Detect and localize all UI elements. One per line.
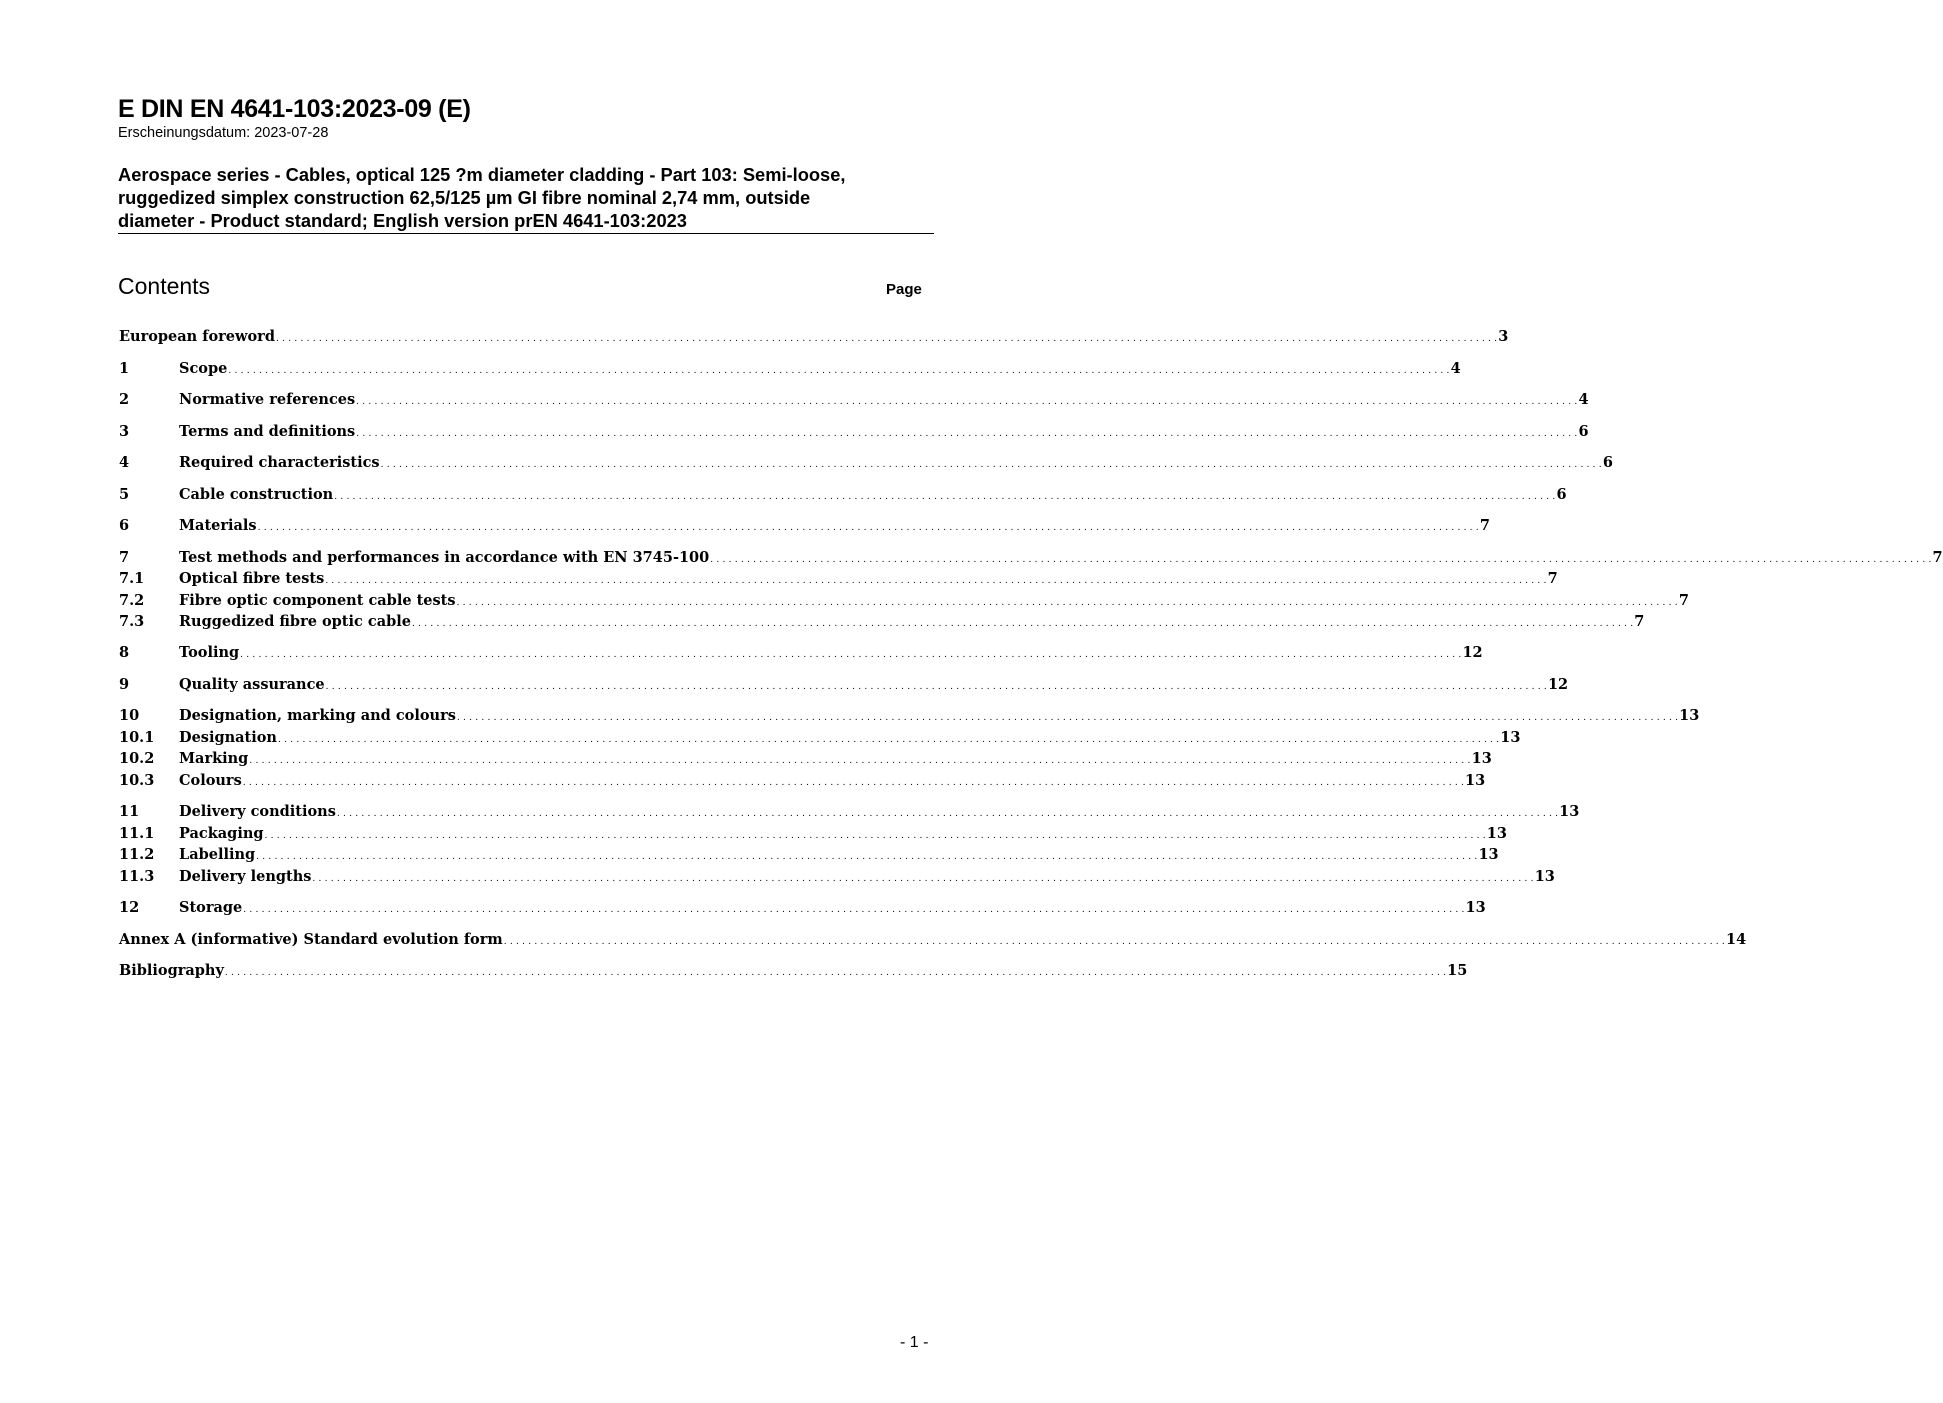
toc-entry[interactable] xyxy=(119,485,1567,505)
toc-entry-number: 7 xyxy=(119,549,130,566)
toc-entry-page: 13 xyxy=(1465,899,1486,916)
toc-entry-number: 6 xyxy=(119,517,130,534)
toc-entry-title: Colours xyxy=(179,772,242,789)
page-column-heading: Page xyxy=(886,281,922,298)
toc-entry-page: 13 xyxy=(1559,803,1580,820)
toc-entry[interactable] xyxy=(119,824,1507,844)
toc-dot-leader: . . . . . . . . . . . . . . . . . . . . . . . . . . . . . . . . . . . . . . . . . . . . . . . . . . . . . . . . . . . . . . . . . . . . . . . . . . . . . . . . . . . . . . . . . . . . . . . . . . . . . . . . . . . . . . . . . . . . . . . . . . . . . . . . . . . . . . . . . . . . . . . . . . . . . . . . . . . . . . . . . . . . . . . . . . . . . . . . . . . . . . . . . . . . . . . . . . . . . . . . xyxy=(503,937,1725,947)
toc-dot-leader: . . . . . . . . . . . . . . . . . . . . . . . . . . . . . . . . . . . . . . . . . . . . . . . . . . . . . . . . . . . . . . . . . . . . . . . . . . . . . . . . . . . . . . . . . . . . . . . . . . . . . . . . . . . . . . . . . . . . . . . . . . . . . . . . . . . . . . . . . . . . . . . . . . . . . . . . . . . . . . . . . . . . . . . . . . . . . . . . . . . . . . . . . . . . . . . . . . . . . . . . xyxy=(380,460,1602,470)
toc-dot-leader: . . . . . . . . . . . . . . . . . . . . . . . . . . . . . . . . . . . . . . . . . . . . . . . . . . . . . . . . . . . . . . . . . . . . . . . . . . . . . . . . . . . . . . . . . . . . . . . . . . . . . . . . . . . . . . . . . . . . . . . . . . . . . . . . . . . . . . . . . . . . . . . . . . . . . . . . . . . . . . . . . . . . . . . . . . . . . . . . . . . . . . . . . . . . . . . . . . . . . . . . xyxy=(312,874,1534,884)
toc-entry-title: Delivery conditions xyxy=(179,803,336,820)
toc-dot-leader: . . . . . . . . . . . . . . . . . . . . . . . . . . . . . . . . . . . . . . . . . . . . . . . . . . . . . . . . . . . . . . . . . . . . . . . . . . . . . . . . . . . . . . . . . . . . . . . . . . . . . . . . . . . . . . . . . . . . . . . . . . . . . . . . . . . . . . . . . . . . . . . . . . . . . . . . . . . . . . . . . . . . . . . . . . . . . . . . . . . . . . . . . . . . . . . . . . . . . . . . xyxy=(456,598,1678,608)
toc-entry-title: Ruggedized fibre optic cable xyxy=(179,613,411,630)
toc-dot-leader: . . . . . . . . . . . . . . . . . . . . . . . . . . . . . . . . . . . . . . . . . . . . . . . . . . . . . . . . . . . . . . . . . . . . . . . . . . . . . . . . . . . . . . . . . . . . . . . . . . . . . . . . . . . . . . . . . . . . . . . . . . . . . . . . . . . . . . . . . . . . . . . . . . . . . . . . . . . . . . . . . . . . . . . . . . . . . . . . . . . . . . . . . . . . . . . . . . . . . . . . xyxy=(334,492,1556,502)
toc-entry-number: 10.1 xyxy=(119,729,155,746)
toc-entry-title: Required characteristics xyxy=(179,454,380,471)
toc-entry[interactable] xyxy=(119,898,1486,918)
toc-entry-number: 2 xyxy=(119,391,130,408)
toc-entry-page: 4 xyxy=(1578,391,1589,408)
toc-entry-page: 12 xyxy=(1462,644,1483,661)
title-line: ruggedized simplex construction 62,5/125 µm GI fibre nominal 2,74 mm, outside xyxy=(118,187,811,208)
toc-entry-page: 3 xyxy=(1498,328,1509,345)
toc-entry[interactable] xyxy=(119,422,1589,442)
toc-dot-leader: . . . . . . . . . . . . . . . . . . . . . . . . . . . . . . . . . . . . . . . . . . . . . . . . . . . . . . . . . . . . . . . . . . . . . . . . . . . . . . . . . . . . . . . . . . . . . . . . . . . . . . . . . . . . . . . . . . . . . . . . . . . . . . . . . . . . . . . . . . . . . . . . . . . . . . . . . . . . . . . . . . . . . . . . . . . . . . . . . . . . . . . . . . . . . . . . . . . . . . . . xyxy=(336,809,1559,819)
toc-entry[interactable] xyxy=(119,706,1700,726)
toc-entry-page: 13 xyxy=(1471,750,1492,767)
page-number: - 1 - xyxy=(900,1334,929,1351)
toc-dot-leader: . . . . . . . . . . . . . . . . . . . . . . . . . . . . . . . . . . . . . . . . . . . . . . . . . . . . . . . . . . . . . . . . . . . . . . . . . . . . . . . . . . . . . . . . . . . . . . . . . . . . . . . . . . . . . . . . . . . . . . . . . . . . . . . . . . . . . . . . . . . . . . . . . . . . . . . . . . . . . . . . . . . . . . . . . . . . . . . . . . . . . . . . . . . . . . . . . . . . . . . . xyxy=(256,852,1478,862)
toc-dot-leader: . . . . . . . . . . . . . . . . . . . . . . . . . . . . . . . . . . . . . . . . . . . . . . . . . . . . . . . . . . . . . . . . . . . . . . . . . . . . . . . . . . . . . . . . . . . . . . . . . . . . . . . . . . . . . . . . . . . . . . . . . . . . . . . . . . . . . . . . . . . . . . . . . . . . . . . . . . . . . . . . . . . . . . . . . . . . . . . . . . . . . . . . . . . . . . . . . . . . . . . . xyxy=(277,735,1500,745)
toc-entry[interactable] xyxy=(119,612,1645,632)
toc-entry-title: Designation, marking and colours xyxy=(179,707,456,724)
toc-dot-leader: . . . . . . . . . . . . . . . . . . . . . . . . . . . . . . . . . . . . . . . . . . . . . . . . . . . . . . . . . . . . . . . . . . . . . . . . . . . . . . . . . . . . . . . . . . . . . . . . . . . . . . . . . . . . . . . . . . . . . . . . . . . . . . . . . . . . . . . . . . . . . . . . . . . . . . . . . . . . . . . . . . . . . . . . . . . . . . . . . . . . . . . . . . . . . . . . . . . . . . . . xyxy=(411,619,1634,629)
toc-entry-number: 10.3 xyxy=(119,772,155,789)
toc-entry-title: Storage xyxy=(179,899,243,916)
toc-entry[interactable] xyxy=(119,359,1461,379)
toc-entry[interactable] xyxy=(119,930,1747,950)
toc-entry-number: 5 xyxy=(119,486,130,503)
toc-entry-number: 10.2 xyxy=(119,750,155,767)
toc-entry-page: 14 xyxy=(1726,931,1747,948)
toc-entry-title: Test methods and performances in accordance with EN 3745-100 xyxy=(179,549,710,566)
toc-dot-leader: . . . . . . . . . . . . . . . . . . . . . . . . . . . . . . . . . . . . . . . . . . . . . . . . . . . . . . . . . . . . . . . . . . . . . . . . . . . . . . . . . . . . . . . . . . . . . . . . . . . . . . . . . . . . . . . . . . . . . . . . . . . . . . . . . . . . . . . . . . . . . . . . . . . . . . . . . . . . . . . . . . . . . . . . . . . . . . . . . . . . . . . . . . . . . . . . . . . . . . . . xyxy=(275,334,1498,344)
toc-entry-title: Normative references xyxy=(179,391,356,408)
title-line: diameter - Product standard; English version prEN 4641-103:2023 xyxy=(118,210,687,231)
toc-entry[interactable] xyxy=(119,516,1490,536)
toc-entry-title: Optical fibre tests xyxy=(179,570,325,587)
toc-entry[interactable] xyxy=(119,591,1689,611)
toc-entry-page: 13 xyxy=(1534,868,1555,885)
toc-entry-number: 9 xyxy=(119,676,130,693)
publication-date: Erscheinungsdatum: 2023-07-28 xyxy=(118,125,329,141)
toc-entry-number: 4 xyxy=(119,454,130,471)
toc-entry[interactable] xyxy=(119,802,1580,822)
toc-entry[interactable] xyxy=(119,675,1569,695)
toc-dot-leader: . . . . . . . . . . . . . . . . . . . . . . . . . . . . . . . . . . . . . . . . . . . . . . . . . . . . . . . . . . . . . . . . . . . . . . . . . . . . . . . . . . . . . . . . . . . . . . . . . . . . . . . . . . . . . . . . . . . . . . . . . . . . . . . . . . . . . . . . . . . . . . . . . . . . . . . . . . . . . . . . . . . . . . . . . . . . . . . . . . . . . . . . . . . . . . . . . . . . . . . . xyxy=(710,555,1932,565)
toc-dot-leader: . . . . . . . . . . . . . . . . . . . . . . . . . . . . . . . . . . . . . . . . . . . . . . . . . . . . . . . . . . . . . . . . . . . . . . . . . . . . . . . . . . . . . . . . . . . . . . . . . . . . . . . . . . . . . . . . . . . . . . . . . . . . . . . . . . . . . . . . . . . . . . . . . . . . . . . . . . . . . . . . . . . . . . . . . . . . . . . . . . . . . . . . . . . . . . . . . . . . . . . . xyxy=(224,968,1447,978)
toc-entry-title: European foreword xyxy=(119,328,275,345)
toc-entry-title: Designation xyxy=(179,729,277,746)
toc-entry[interactable] xyxy=(119,390,1589,410)
document-id: E DIN EN 4641-103:2023-09 (E) xyxy=(118,95,471,123)
toc-entry-number: 10 xyxy=(119,707,140,724)
toc-entry-page: 13 xyxy=(1500,729,1521,746)
document-title xyxy=(118,163,934,234)
toc-dot-leader: . . . . . . . . . . . . . . . . . . . . . . . . . . . . . . . . . . . . . . . . . . . . . . . . . . . . . . . . . . . . . . . . . . . . . . . . . . . . . . . . . . . . . . . . . . . . . . . . . . . . . . . . . . . . . . . . . . . . . . . . . . . . . . . . . . . . . . . . . . . . . . . . . . . . . . . . . . . . . . . . . . . . . . . . . . . . . . . . . . . . . . . . . . . . . . . . . . . . . . . . xyxy=(257,523,1479,533)
toc-dot-leader: . . . . . . . . . . . . . . . . . . . . . . . . . . . . . . . . . . . . . . . . . . . . . . . . . . . . . . . . . . . . . . . . . . . . . . . . . . . . . . . . . . . . . . . . . . . . . . . . . . . . . . . . . . . . . . . . . . . . . . . . . . . . . . . . . . . . . . . . . . . . . . . . . . . . . . . . . . . . . . . . . . . . . . . . . . . . . . . . . . . . . . . . . . . . . . . . . . . . . . . . xyxy=(356,429,1578,439)
toc-entry-title: Marking xyxy=(179,750,249,767)
toc-entry-number: 12 xyxy=(119,899,140,916)
toc-entry-title: Materials xyxy=(179,517,257,534)
toc-entry-number: 7.1 xyxy=(119,570,145,587)
toc-entry-title: Annex A (informative) Standard evolution form xyxy=(119,931,503,948)
toc-entry-page: 12 xyxy=(1547,676,1569,693)
toc-entry-number: 11 xyxy=(119,803,140,820)
toc-entry-title: Scope xyxy=(179,360,228,377)
toc-entry[interactable] xyxy=(119,569,1558,589)
toc-entry-page: 15 xyxy=(1447,962,1468,979)
toc-entry-title: Fibre optic component cable tests xyxy=(179,592,456,609)
toc-dot-leader: . . . . . . . . . . . . . . . . . . . . . . . . . . . . . . . . . . . . . . . . . . . . . . . . . . . . . . . . . . . . . . . . . . . . . . . . . . . . . . . . . . . . . . . . . . . . . . . . . . . . . . . . . . . . . . . . . . . . . . . . . . . . . . . . . . . . . . . . . . . . . . . . . . . . . . . . . . . . . . . . . . . . . . . . . . . . . . . . . . . . . . . . . . . . . . . . . . . . . . . . xyxy=(356,397,1578,407)
toc-entry-page: 4 xyxy=(1450,360,1461,377)
toc-entry[interactable] xyxy=(119,749,1492,769)
toc-entry-page: 13 xyxy=(1465,772,1486,789)
toc-entry-number: 11.2 xyxy=(119,846,155,863)
toc-entry-number: 7.2 xyxy=(119,592,145,609)
toc-entry[interactable] xyxy=(119,453,1613,473)
toc-entry[interactable] xyxy=(119,728,1521,748)
toc-entry-title: Labelling xyxy=(179,846,256,863)
toc-entry-page: 6 xyxy=(1578,423,1589,440)
toc-entry-number: 1 xyxy=(119,360,130,377)
toc-entry-page: 7 xyxy=(1932,549,1943,566)
toc-entry-number: 7.3 xyxy=(119,613,145,630)
toc-entry-title: Tooling xyxy=(179,644,240,661)
title-line: Aerospace series - Cables, optical 125 ?m diameter cladding - Part 103: Semi-loose, xyxy=(118,164,846,185)
toc-entry-number: 11.1 xyxy=(119,825,155,842)
toc-entry-page: 6 xyxy=(1556,486,1567,503)
toc-entry-page: 7 xyxy=(1479,517,1490,534)
toc-entry-title: Cable construction xyxy=(179,486,334,503)
toc-entry[interactable] xyxy=(119,548,1943,568)
toc-entry[interactable] xyxy=(119,867,1555,887)
toc-dot-leader: . . . . . . . . . . . . . . . . . . . . . . . . . . . . . . . . . . . . . . . . . . . . . . . . . . . . . . . . . . . . . . . . . . . . . . . . . . . . . . . . . . . . . . . . . . . . . . . . . . . . . . . . . . . . . . . . . . . . . . . . . . . . . . . . . . . . . . . . . . . . . . . . . . . . . . . . . . . . . . . . . . . . . . . . . . . . . . . . . . . . . . . . . . . . . . . . . . . . . . . . xyxy=(249,756,1471,766)
toc-entry-title: Bibliography xyxy=(119,962,224,979)
toc-entry-page: 7 xyxy=(1678,592,1689,609)
toc-entry[interactable] xyxy=(119,845,1499,865)
toc-entry-page: 13 xyxy=(1478,846,1499,863)
toc-entry-title: Packaging xyxy=(179,825,264,842)
toc-entry[interactable] xyxy=(119,771,1486,791)
toc-dot-leader: . . . . . . . . . . . . . . . . . . . . . . . . . . . . . . . . . . . . . . . . . . . . . . . . . . . . . . . . . . . . . . . . . . . . . . . . . . . . . . . . . . . . . . . . . . . . . . . . . . . . . . . . . . . . . . . . . . . . . . . . . . . . . . . . . . . . . . . . . . . . . . . . . . . . . . . . . . . . . . . . . . . . . . . . . . . . . . . . . . . . . . . . . . . . . . . . . . . . . . . . xyxy=(228,366,1450,376)
toc-dot-leader: . . . . . . . . . . . . . . . . . . . . . . . . . . . . . . . . . . . . . . . . . . . . . . . . . . . . . . . . . . . . . . . . . . . . . . . . . . . . . . . . . . . . . . . . . . . . . . . . . . . . . . . . . . . . . . . . . . . . . . . . . . . . . . . . . . . . . . . . . . . . . . . . . . . . . . . . . . . . . . . . . . . . . . . . . . . . . . . . . . . . . . . . . . . . . . . . . . . . . . . . xyxy=(242,778,1465,788)
toc-entry-number: 11.3 xyxy=(119,868,155,885)
toc-dot-leader: . . . . . . . . . . . . . . . . . . . . . . . . . . . . . . . . . . . . . . . . . . . . . . . . . . . . . . . . . . . . . . . . . . . . . . . . . . . . . . . . . . . . . . . . . . . . . . . . . . . . . . . . . . . . . . . . . . . . . . . . . . . . . . . . . . . . . . . . . . . . . . . . . . . . . . . . . . . . . . . . . . . . . . . . . . . . . . . . . . . . . . . . . . . . . . . . . . . . . . . . xyxy=(240,650,1462,660)
toc-entry-title: Delivery lengths xyxy=(179,868,312,885)
toc-entry-page: 6 xyxy=(1602,454,1613,471)
toc-dot-leader: . . . . . . . . . . . . . . . . . . . . . . . . . . . . . . . . . . . . . . . . . . . . . . . . . . . . . . . . . . . . . . . . . . . . . . . . . . . . . . . . . . . . . . . . . . . . . . . . . . . . . . . . . . . . . . . . . . . . . . . . . . . . . . . . . . . . . . . . . . . . . . . . . . . . . . . . . . . . . . . . . . . . . . . . . . . . . . . . . . . . . . . . . . . . . . . . . . . . . . . . xyxy=(264,831,1486,841)
toc-entry-number: 3 xyxy=(119,423,130,440)
toc-entry-number: 8 xyxy=(119,644,130,661)
toc-entry[interactable] xyxy=(119,327,1509,347)
toc-dot-leader: . . . . . . . . . . . . . . . . . . . . . . . . . . . . . . . . . . . . . . . . . . . . . . . . . . . . . . . . . . . . . . . . . . . . . . . . . . . . . . . . . . . . . . . . . . . . . . . . . . . . . . . . . . . . . . . . . . . . . . . . . . . . . . . . . . . . . . . . . . . . . . . . . . . . . . . . . . . . . . . . . . . . . . . . . . . . . . . . . . . . . . . . . . . . . . . . . . . . . . . . xyxy=(243,905,1465,915)
toc-entry-page: 7 xyxy=(1547,570,1558,587)
toc-entry[interactable] xyxy=(119,961,1468,981)
toc-dot-leader: . . . . . . . . . . . . . . . . . . . . . . . . . . . . . . . . . . . . . . . . . . . . . . . . . . . . . . . . . . . . . . . . . . . . . . . . . . . . . . . . . . . . . . . . . . . . . . . . . . . . . . . . . . . . . . . . . . . . . . . . . . . . . . . . . . . . . . . . . . . . . . . . . . . . . . . . . . . . . . . . . . . . . . . . . . . . . . . . . . . . . . . . . . . . . . . . . . . . . . . . xyxy=(325,682,1547,692)
toc-entry-page: 13 xyxy=(1486,825,1507,842)
toc-entry[interactable] xyxy=(119,643,1483,663)
toc-dot-leader: . . . . . . . . . . . . . . . . . . . . . . . . . . . . . . . . . . . . . . . . . . . . . . . . . . . . . . . . . . . . . . . . . . . . . . . . . . . . . . . . . . . . . . . . . . . . . . . . . . . . . . . . . . . . . . . . . . . . . . . . . . . . . . . . . . . . . . . . . . . . . . . . . . . . . . . . . . . . . . . . . . . . . . . . . . . . . . . . . . . . . . . . . . . . . . . . . . . . . . . . xyxy=(325,576,1547,586)
toc-entry-title: Quality assurance xyxy=(179,676,325,693)
toc-dot-leader: . . . . . . . . . . . . . . . . . . . . . . . . . . . . . . . . . . . . . . . . . . . . . . . . . . . . . . . . . . . . . . . . . . . . . . . . . . . . . . . . . . . . . . . . . . . . . . . . . . . . . . . . . . . . . . . . . . . . . . . . . . . . . . . . . . . . . . . . . . . . . . . . . . . . . . . . . . . . . . . . . . . . . . . . . . . . . . . . . . . . . . . . . . . . . . . . . . . . . . . . xyxy=(456,713,1679,723)
toc-entry-title: Terms and definitions xyxy=(179,423,356,440)
toc-entry-page: 7 xyxy=(1634,613,1645,630)
toc-entry-page: 13 xyxy=(1679,707,1700,724)
contents-heading: Contents xyxy=(118,273,211,299)
